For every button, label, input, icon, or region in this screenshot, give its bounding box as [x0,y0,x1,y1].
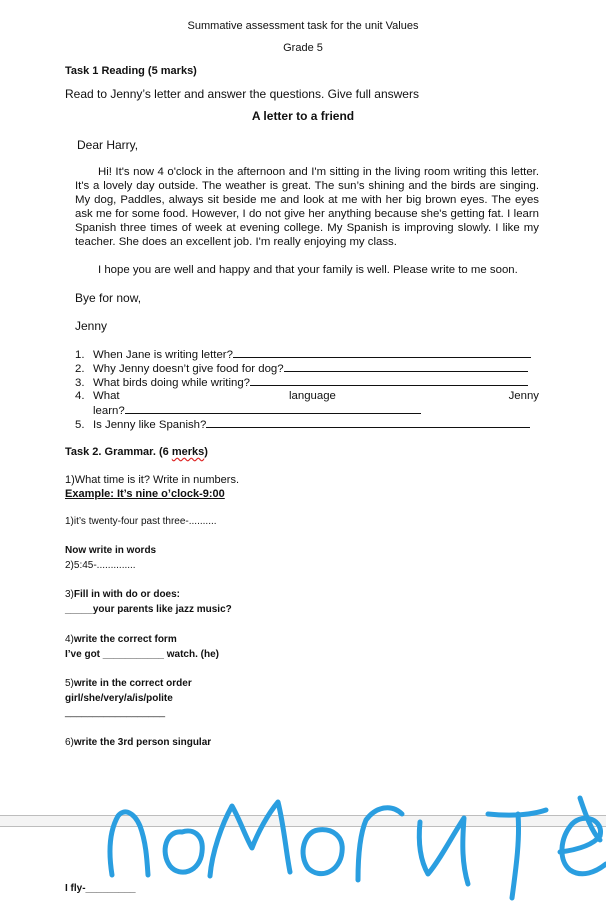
question-2: 2. Why Jenny doesn’t give food for dog? [75,361,539,376]
document-title: Summative assessment task for the unit Values [187,20,419,32]
q2-item: 2)5:45-.............. [65,560,136,571]
q4-prompt: 4)write the correct form [65,634,177,645]
question-5: 5. Is Jenny like Spanish? [75,417,539,432]
answer-blank-2[interactable] [284,361,528,372]
letter-greeting: Dear Harry, [77,138,139,152]
question-4: 4. What language Jenny [75,390,539,402]
question-4-continued: learn? [75,403,539,418]
letter-closing: Bye for now, [75,291,142,305]
answer-blank-4[interactable] [125,403,421,414]
task1-heading: Task 1 Reading (5 marks) [65,65,197,77]
spelling-error-mark: merks [171,446,205,458]
answer-blank-3[interactable] [250,375,528,386]
q3-item: _____your parents like jazz music? [65,604,232,615]
question-3: 3. What birds doing while writing? [75,375,539,390]
task1-instruction: Read to Jenny’s letter and answer the questions. Give full answers [65,87,419,101]
question-1: 1. When Jane is writing letter? [75,347,539,362]
q5-prompt: 5)write in the correct order [65,678,192,689]
task2-heading: Task 2. Grammar. (6 merks) [65,446,208,458]
letter-signature: Jenny [75,319,108,333]
letter-paragraph-2: I hope you are well and happy and that your family is well. Please write to me soon. [98,264,518,276]
q6-item: I fly-_________ [65,883,136,894]
letter-paragraph-1: Hi! It's now 4 o'clock in the afternoon and I'm sitting in the living room writing this letter. It's a lovely day outside. The weather is great. The sun’s shining and the birds are singing. My dog, Paddles, always sit beside me and look at me with her big brown eyes. The eyes ask me for some food. However, I do not give her anything because she's getting fat. I learn Spanish three times of week at evening college. My Spanish is improving slowly. I like my teacher. She does an excellent job. I'm really enjoying my class. [75,166,539,248]
grade-label: Grade 5 [283,42,323,54]
q5-item: girl/she/very/a/is/polite [65,693,173,704]
answer-blank-5[interactable] [206,417,530,428]
q4-item: I’ve got ___________ watch. (he) [65,649,219,660]
q3-prompt: 3)Fill in with do or does: [65,589,181,600]
answer-blank-1[interactable] [233,347,531,358]
q1-item: 1)it’s twenty-four past three-.......... [65,516,217,527]
handwritten-note [0,780,606,905]
q6-prompt: 6)write the 3rd person singular [65,737,212,748]
q1-prompt: 1)What time is it? Write in numbers. [65,474,240,486]
q5-answer-blank[interactable]: __________________ [65,707,166,718]
example-line: Example: It’s nine o’clock-9:00 [65,488,225,500]
letter-title: A letter to a friend [251,109,355,123]
words-heading: Now write in words [65,545,157,556]
q3-answer-blank[interactable]: _____ [65,604,93,615]
